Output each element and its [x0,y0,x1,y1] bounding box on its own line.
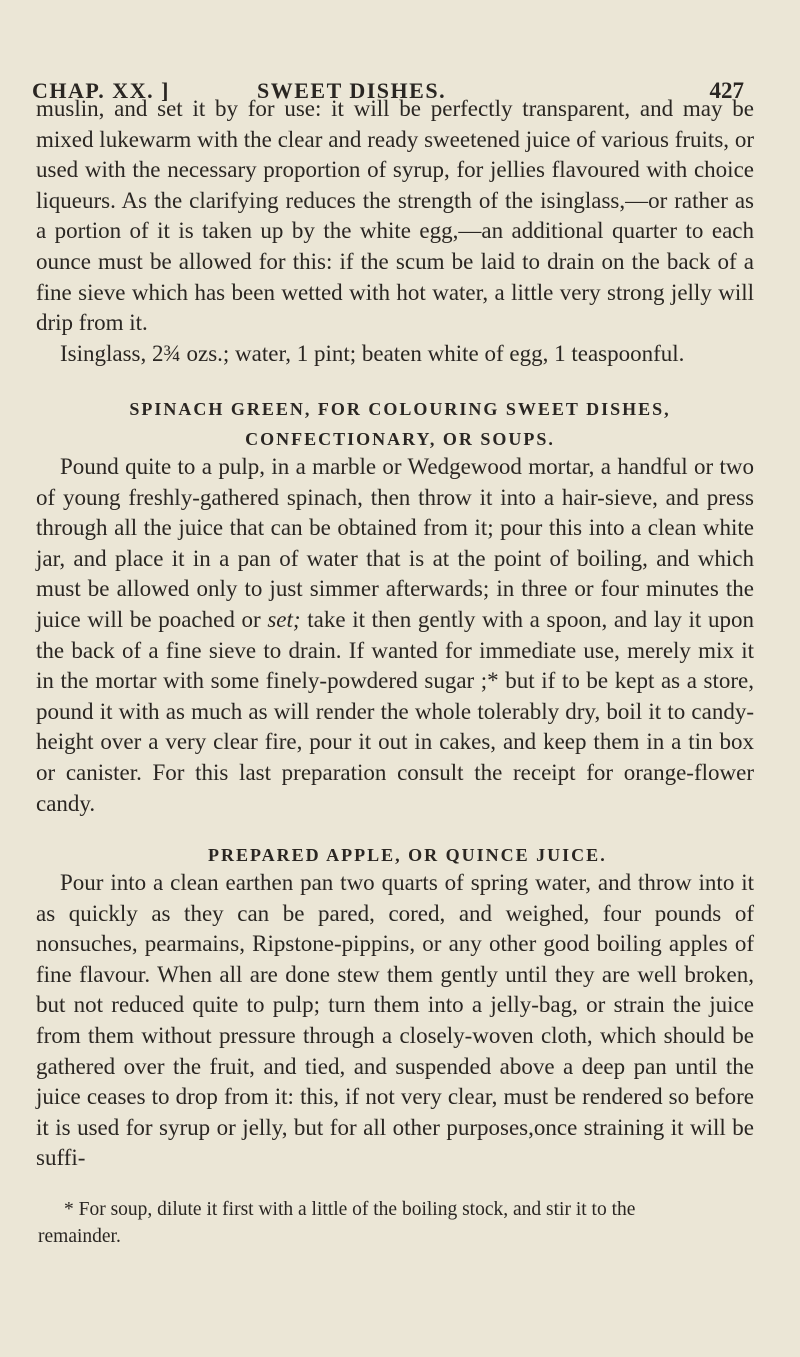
page-title: SWEET DISHES. [257,78,447,103]
section-heading-spinach: SPINACH GREEN, FOR COLOURING SWEET DISHES, CONFECTIONARY, OR SOUPS. [129,399,671,449]
apple-section [36,868,754,1174]
paragraph-text: Pound quite to a pulp, in a marble or Wedgewood mortar, a handful or two of young freshly-gathered spinach, then throw it into a hair-sieve, and press through all the juice that can be obtained from it; pour this into a clean white jar, and place it in a pan of water that is at the point of boiling, and which must be allowed only to just simmer afterwards; in three or four minutes the juice will be poached or [36,454,754,632]
chapter-label: CHAP. XX. ] [32,78,170,103]
paragraph [36,452,754,819]
paragraph: muslin, and set it by for use: it will be perfectly transparent, and may be mixed lukewarm with the clear and ready sweetened juice of various fruits, or used with the necessary proportion of syrup, for jellies flavoured with choice liqueurs. As the clarifying reduces the strength of the isinglass,—or rather as a portion of it is taken up by the white egg,—an additional quarter to each ounce must be allowed for this: if the scum be laid to drain on the back of a fine sieve which has been wetted with hot water, a little very strong jelly will drip from it. [36,96,754,336]
footnote-text: * For soup, dilute it first with a little of the boiling stock, and stir it to the [64,1199,636,1220]
footnote-continuation: remainder. [38,1226,121,1247]
paragraph-text: take it then gently with a spoon, and lay it upon the back of a fine sieve to drain. If wanted for immediate use, merely mix it in the mortar with some finely-powdered sugar ;* but if to be kept as a store, pound it with as much as will render the whole tolerably dry, boil it to candy-height over a very clear fire, pour it out in cakes, and keep them in a tin box or canister. For this last preparation consult the receipt for orange-flower candy. [36,606,754,816]
ingredients-line: Isinglass, 2¾ ozs.; water, 1 pint; beaten white of egg, 1 teaspoonful. [60,340,685,366]
isinglass-section [36,94,754,369]
spinach-section [36,452,754,819]
paragraph: Pour into a clean earthen pan two quarts of spring water, and throw into it as quickly as they can be pared, cored, and weighed, four pounds of nonsuches, pearmains, Ripstone-pippins, or any other good boiling apples of fine flavour. When all are done stew them gently until they are well broken, but not reduced quite to pulp; turn them into a jelly-bag, or strain the juice from them without pressure through a closely-woven cloth, which should be gathered over the fruit, and tied, and suspended above a deep pan until the juice ceases to drop from it: this, if not very clear, must be rendered so before it is used for syrup or jelly, but for all other purposes,once straining it will be suffi- [36,870,754,1171]
section-heading-apple: PREPARED APPLE, OR QUINCE JUICE. [208,845,607,865]
italic-word: set; [267,606,301,632]
page-number: 427 [709,78,744,103]
footnote [38,1196,754,1250]
